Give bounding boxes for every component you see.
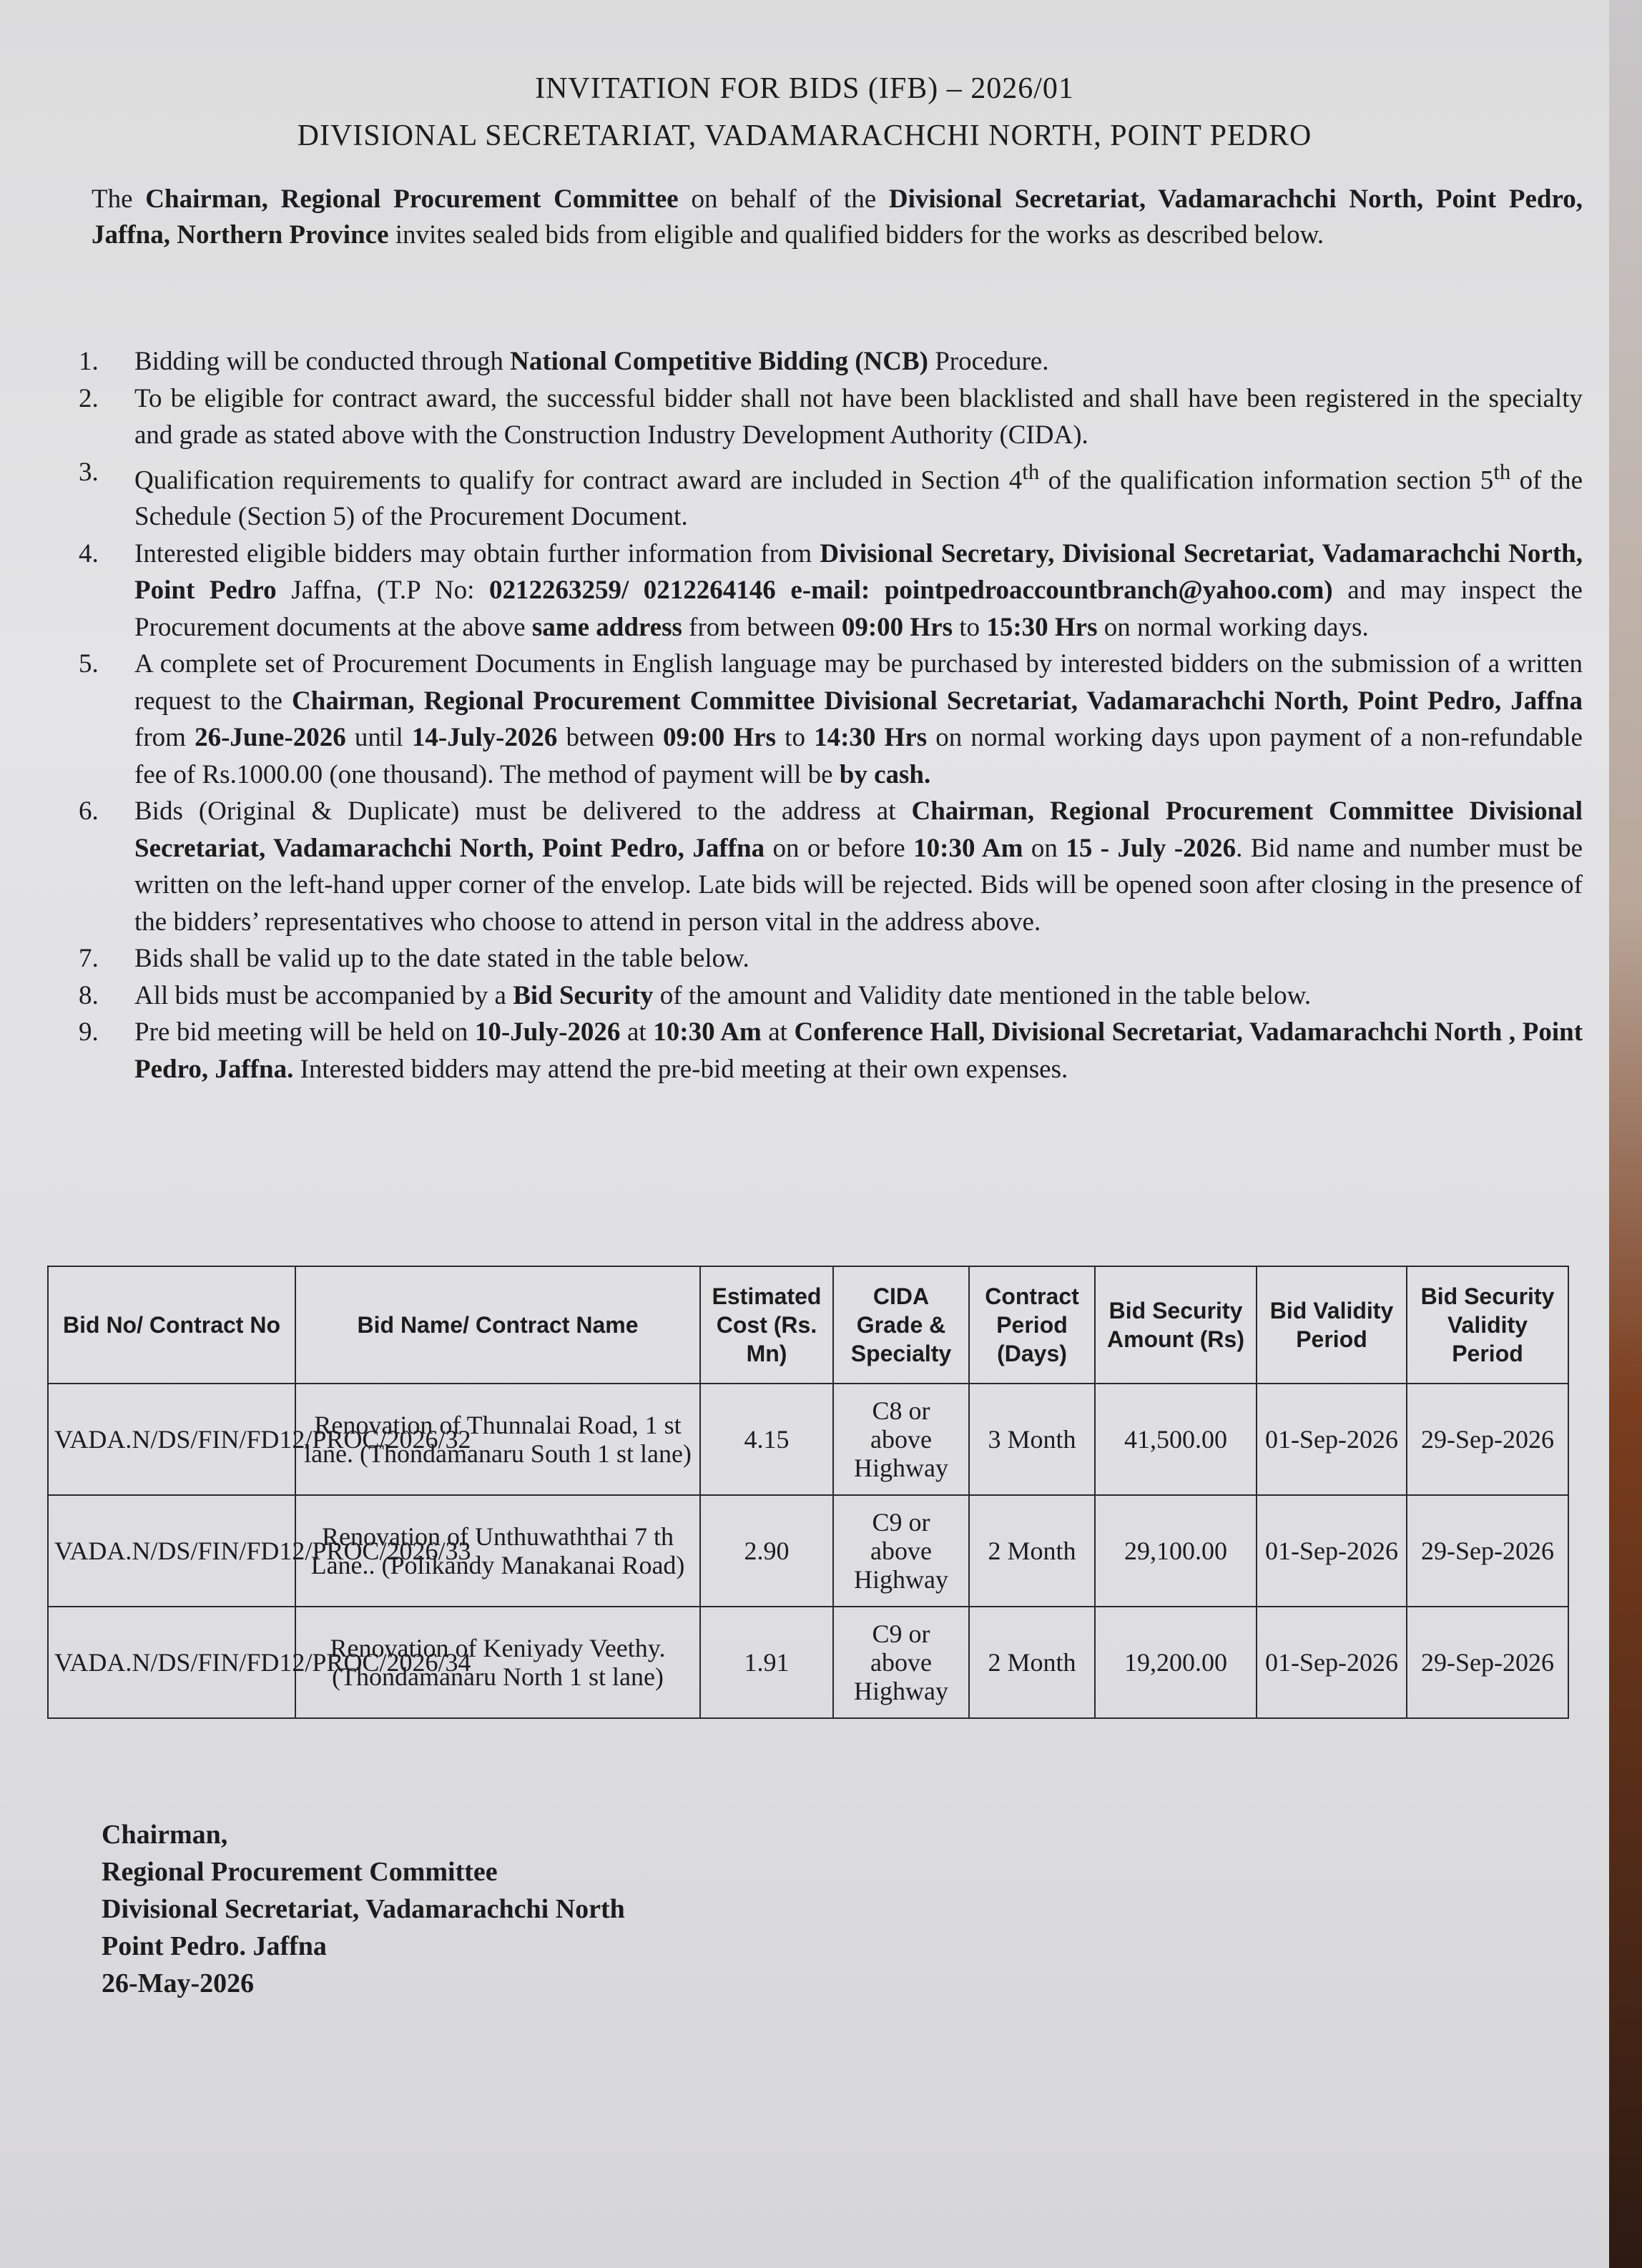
- table-cell: 2 Month: [969, 1495, 1095, 1607]
- list-item: 1. Bidding will be conducted through National Competitive Bidding (NCB) Procedure.: [79, 347, 1049, 376]
- table-cell: 2 Month: [969, 1607, 1095, 1718]
- list-item: 4. Interested eligible bidders may obtain further information from Divisional Secretary, Divisional Secretariat, Vadamarachchi North, Point Pedro Jaffna, (T.P No: 0212263259/ 0212264146 e-mail: pointpedroaccountbranch@yahoo.com) and may inspect the Procurement documents at the above same address from between 09:00 Hrs to 15:30 Hrs on normal working days.: [79, 538, 1583, 642]
- table-cell: Renovation of Unthuwaththai 7 th Lane.. (Polikandy Manakanai Road): [295, 1495, 700, 1607]
- signature-date: 26-May-2026: [102, 1968, 255, 1998]
- column-header: Bid Security Amount (Rs): [1095, 1266, 1257, 1384]
- table-cell: 3 Month: [969, 1384, 1095, 1495]
- signature-line: Chairman,: [102, 1820, 228, 1850]
- column-header: Bid Name/ Contract Name: [295, 1266, 700, 1384]
- table-cell: VADA.N/DS/FIN/FD12/PROC/2026/33: [48, 1495, 295, 1607]
- table-cell: 01-Sep-2026: [1257, 1384, 1407, 1495]
- table-cell: VADA.N/DS/FIN/FD12/PROC/2026/34: [48, 1607, 295, 1718]
- desk-edge-background: [1609, 0, 1642, 2268]
- list-item: 7. Bids shall be valid up to the date stated in the table below.: [79, 944, 749, 974]
- table-cell: Renovation of Keniyady Veethy. (Thondamanaru North 1 st lane): [295, 1607, 700, 1718]
- table-cell: 19,200.00: [1095, 1607, 1257, 1718]
- table-cell: 41,500.00: [1095, 1384, 1257, 1495]
- table-cell: 29-Sep-2026: [1407, 1495, 1568, 1607]
- column-header: Bid No/ Contract No: [48, 1266, 295, 1384]
- column-header: Estimated Cost (Rs. Mn): [700, 1266, 833, 1384]
- table-cell: 29-Sep-2026: [1407, 1607, 1568, 1718]
- column-header: Bid Security Validity Period: [1407, 1266, 1568, 1384]
- table-cell: 29-Sep-2026: [1407, 1384, 1568, 1495]
- table-cell: 01-Sep-2026: [1257, 1607, 1407, 1718]
- table-cell: C9 or above Highway: [833, 1495, 969, 1607]
- document-title: INVITATION FOR BIDS (IFB) – 2026/01: [535, 72, 1074, 105]
- bids-table: [47, 1266, 1569, 1719]
- list-item: 3. Qualification requirements to qualify for contract award are included in Section 4th of the qualification information section 5th of the Schedule (Section 5) of the Procurement Document.: [79, 457, 1583, 532]
- column-header: CIDA Grade & Specialty: [833, 1266, 969, 1384]
- document-subtitle: DIVISIONAL SECRETARIAT, VADAMARACHCHI NORTH, POINT PEDRO: [297, 119, 1312, 152]
- table-row: [48, 1495, 1568, 1607]
- table-cell: C8 or above Highway: [833, 1384, 969, 1495]
- table-cell: 29,100.00: [1095, 1495, 1257, 1607]
- list-item: 9. Pre bid meeting will be held on 10-July-2026 at 10:30 Am at Conference Hall, Divisional Secretariat, Vadamarachchi North , Point Pedro, Jaffna. Interested bidders may attend the pre-bid meeting at their own expenses.: [79, 1017, 1583, 1084]
- list-item: 6. Bids (Original & Duplicate) must be delivered to the address at Chairman, Regional Procurement Committee Divisional Secretariat, Vadamarachchi North, Point Pedro, Jaffna on or before 10:30 Am on 15 - July -2026. Bid name and number must be written on the left-hand upper corner of the envelop. Late bids will be rejected. Bids will be opened soon after closing in the presence of the bidders’ representatives who choose to attend in person vital in the address above.: [79, 797, 1583, 937]
- intro-paragraph: The Chairman, Regional Procurement Committee on behalf of the Divisional Secretariat, Vadamarachchi North, Point Pedro, Jaffna, Northern Province invites sealed bids from eligible and qualified bidders for the works as described below.: [92, 184, 1583, 250]
- conditions-list: [79, 343, 1583, 1088]
- list-item: 2. To be eligible for contract award, the successful bidder shall not have been blacklisted and shall have been registered in the specialty and grade as stated above with the Construction Industry Development Authority (CIDA).: [79, 383, 1583, 450]
- table-cell: Renovation of Thunnalai Road, 1 st lane. (Thondamanaru South 1 st lane): [295, 1384, 700, 1495]
- signature-line: Point Pedro. Jaffna: [102, 1931, 327, 1961]
- table-cell: 01-Sep-2026: [1257, 1495, 1407, 1607]
- table-cell: 4.15: [700, 1384, 833, 1495]
- table-cell: 2.90: [700, 1495, 833, 1607]
- column-header: Bid Validity Period: [1257, 1266, 1407, 1384]
- table-header-row: [48, 1266, 1568, 1384]
- table-row: [48, 1607, 1568, 1718]
- signature-block: [102, 1816, 625, 2002]
- signature-line: Regional Procurement Committee: [102, 1857, 498, 1887]
- table-cell: 1.91: [700, 1607, 833, 1718]
- table-cell: VADA.N/DS/FIN/FD12/PROC/2026/32: [48, 1384, 295, 1495]
- list-item: 5. A complete set of Procurement Documents in English language may be purchased by interested bidders on the submission of a written request to the Chairman, Regional Procurement Committee Divisional Secretariat, Vadamarachchi North, Point Pedro, Jaffna from 26-June-2026 until 14-July-2026 between 09:00 Hrs to 14:30 Hrs on normal working days upon payment of a non-refundable fee of Rs.1000.00 (one thousand). The method of payment will be by cash.: [79, 649, 1583, 789]
- table-cell: C9 or above Highway: [833, 1607, 969, 1718]
- column-header: Contract Period (Days): [969, 1266, 1095, 1384]
- table-row: [48, 1384, 1568, 1495]
- list-item: 8. All bids must be accompanied by a Bid Security of the amount and Validity date mentioned in the table below.: [79, 980, 1312, 1010]
- signature-line: Divisional Secretariat, Vadamarachchi North: [102, 1894, 625, 1924]
